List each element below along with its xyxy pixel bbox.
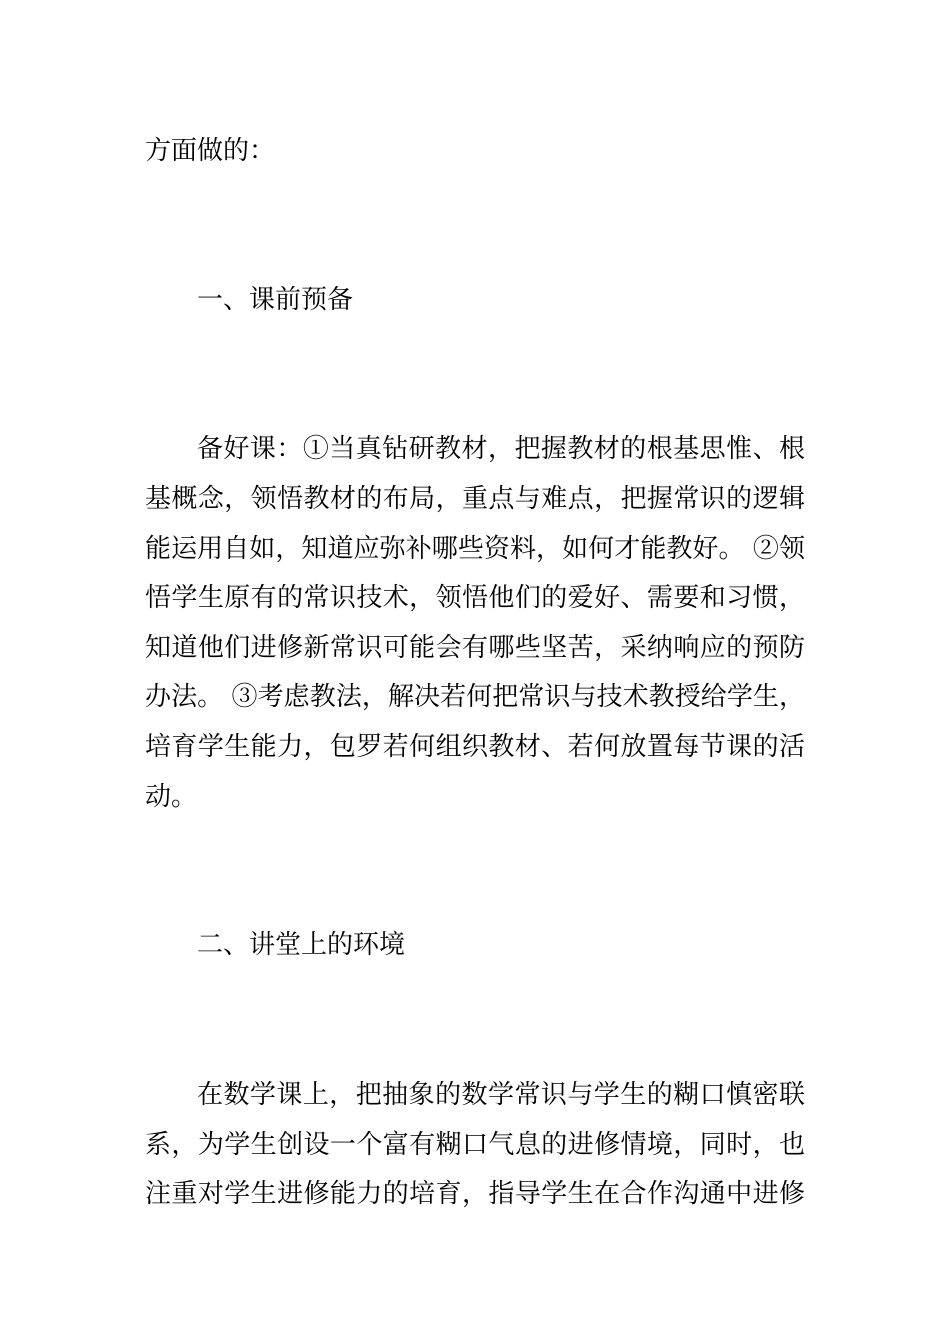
intro-line: 方面做的：	[145, 136, 276, 166]
section-heading-1: 一、课前预备	[197, 285, 354, 315]
paragraph-line: 办法。 ③考虑教法，解决若何把常识与技术教授给学生，	[145, 682, 805, 712]
paragraph-line: 动。	[145, 782, 198, 812]
paragraph-line: 备好课：①当真钻研教材，把握教材的根基思惟、根	[197, 434, 805, 464]
paragraph-line: 在数学课上，把抽象的数学常识与学生的糊口慎密联	[197, 1080, 805, 1110]
paragraph-line: 能运用自如，知道应弥补哪些资料，如何才能教好。 ②领	[145, 534, 805, 564]
section-heading-2: 二、讲堂上的环境	[197, 930, 406, 960]
paragraph-line: 注重对学生进修能力的培育，指导学生在合作沟通中进修	[145, 1179, 805, 1209]
paragraph-line: 基概念，领悟教材的布局，重点与难点，把握常识的逻辑	[145, 484, 805, 514]
paragraph-line: 培育学生能力，包罗若何组织教材、若何放置每节课的活	[145, 732, 805, 762]
paragraph-line: 悟学生原有的常识技术，领悟他们的爱好、需要和习惯，	[145, 583, 805, 613]
paragraph-line: 系，为学生创设一个富有糊口气息的进修情境，同时，也	[145, 1130, 805, 1160]
paragraph-line: 知道他们进修新常识可能会有哪些坚苦，采纳响应的预防	[145, 633, 805, 663]
